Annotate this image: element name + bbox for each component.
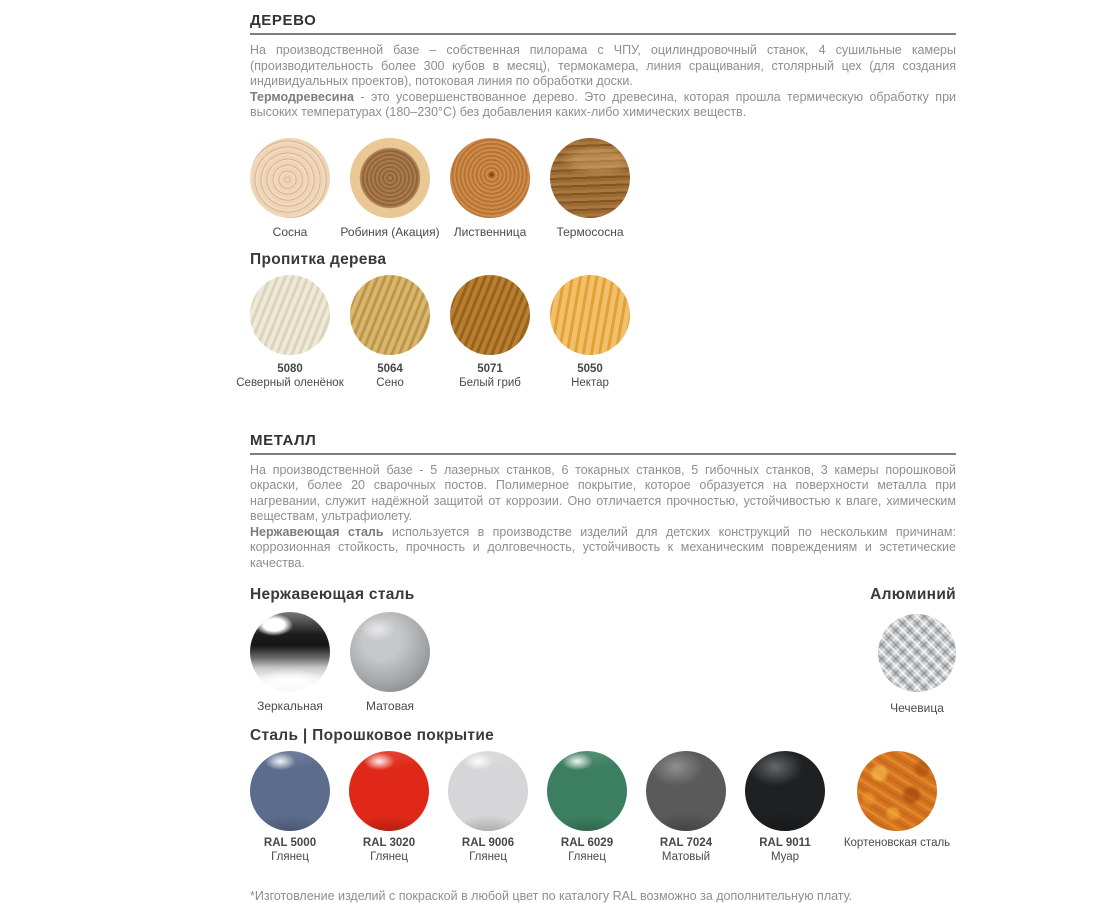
aluminium-swatch-image [878,614,956,692]
powder-swatch-ral9011-code: RAL 9011 [759,837,811,849]
impregnation-swatch-5050-name: Нектар [571,376,609,389]
powder-swatch-ral7024-finish: Матовый [661,851,711,863]
powder-swatch-ral3020-label [333,836,445,864]
powder-swatch-ral9006-finish: Глянец [469,851,507,863]
page-content [236,0,956,903]
impregnation-swatch-5071-label [434,362,546,390]
stainless-swatch-matte [350,612,450,713]
aluminium-swatch-label: Чечевица [890,701,944,715]
wood-section-title: ДЕРЕВО [250,12,317,29]
powder-swatch-ral7024-label [630,836,742,864]
impregnation-swatch-5080-code: 5080 [277,362,303,375]
impregnation-swatch-row [236,275,956,389]
powder-swatch-ral9011-finish: Муар [770,851,800,863]
wood-swatch-sosna-label: Сосна [272,224,308,239]
ral-footnote: *Изготовление изделий с покраской в любой цвет по каталогу RAL возможно за дополнительную плату. [250,889,853,903]
impregnation-swatch-5071-code: 5071 [477,362,503,375]
impregnation-swatch-5080-name: Северный оленёнок [236,376,344,389]
stainless-swatch-mirror [250,612,350,713]
powder-coating-title: Сталь | Порошковое покрытие [250,727,495,744]
wood-swatch-thermopine [550,138,650,239]
powder-swatch-ral9011 [745,751,844,863]
impregnation-swatch-5050-image [550,275,630,355]
powder-swatch-corten-image [857,751,937,831]
aluminium-swatch [878,614,956,715]
impregnation-swatch-5064-code: 5064 [377,362,403,375]
metal-paragraph-2-lead: Нержавеющая сталь [250,524,384,539]
powder-swatch-ral6029-finish: Глянец [568,851,606,863]
wood-swatch-thermopine-label: Термососна [556,224,624,239]
powder-swatch-ral5000-label [234,836,346,864]
wood-paragraph-2 [250,90,956,121]
metal-paragraph-2-rest: используется в производстве изделий для детских конструкций по нескольким причинам: коррозионная стойкость, прочность и долговечность, устойчивость к механическим повреждениям и эстетические качества. [250,524,956,570]
powder-swatch-ral3020-image [349,751,429,831]
wood-paragraph-1: На производственной базе – собственная пилорама с ЧПУ, оцилиндровочный станок, 4 сушильные камеры (производительность более 300 кубов в месяц), термокамера, линия сращивания, столярный цех (для создания индивидуальных проектов), потоковая линия по обработки доски. [250,43,956,88]
powder-swatch-ral3020 [349,751,448,863]
aluminium-group [870,586,956,715]
powder-swatch-corten [843,751,956,849]
wood-paragraph-2-rest: - это усовершенствованное дерево. Это древесина, которая прошла термическую обработку при высоких температурах (180–230°С) без добавления каких-либо химических веществ. [250,89,956,119]
impregnation-swatch-5064-name: Сено [376,376,404,389]
powder-swatch-ral6029-label [531,836,643,864]
impregnation-swatch-5080 [236,275,350,389]
metal-section-title: МЕТАЛЛ [250,431,317,449]
powder-swatch-ral3020-finish: Глянец [370,851,408,863]
powder-swatch-ral9006-label [432,836,544,864]
metal-section [250,420,956,863]
metal-paragraph-2 [250,525,956,572]
stainless-group [250,586,450,713]
powder-swatch-ral3020-code: RAL 3020 [362,837,416,849]
wood-section-text [250,43,956,121]
wood-swatch-sosna [250,138,350,239]
impregnation-swatch-5050-code: 5050 [577,362,603,375]
powder-swatch-ral6029-image [547,751,627,831]
powder-swatch-ral9006 [448,751,547,863]
powder-swatch-ral9006-code: RAL 9006 [461,837,515,849]
metal-section-divider [250,453,956,455]
stainless-swatch-mirror-image [250,612,330,692]
wood-swatch-row [250,138,956,239]
stainless-swatch-matte-image [350,612,430,692]
metal-section-text [250,463,956,572]
impregnation-swatch-5071-name: Белый гриб [459,376,521,389]
impregnation-swatch-5050-label [534,362,646,390]
impregnation-swatch-5080-image [250,275,330,355]
wood-section [236,0,956,389]
metal-paragraph-1: На производственной базе - 5 лазерных станков, 6 токарных станков, 5 гибочных станков, 3 камеры порошковой окраски, более 20 сварочных постов. Полимерное покрытие, которое образуется на поверхности металла при нагревании, служит надёжной защитой от коррозии. Оно отличается прочностью, устойчивостью к влаге, химическим веществам, ультрафиолету. [250,462,956,523]
stainless-aluminium-block [250,586,956,715]
impregnation-swatch-5050 [550,275,650,389]
impregnation-swatch-5064-label [334,362,446,390]
impregnation-swatch-5064-image [350,275,430,355]
wood-swatch-thermopine-image [550,138,630,218]
impregnation-swatch-5071 [450,275,550,389]
powder-swatch-ral5000 [250,751,349,863]
wood-swatch-larch-image [450,138,530,218]
impregnation-swatch-5080-label [234,362,346,390]
powder-swatch-ral9011-label [729,836,841,864]
powder-swatch-ral7024 [646,751,745,863]
stainless-title: Нержавеющая сталь [250,586,415,603]
impregnation-swatch-5071-image [450,275,530,355]
powder-swatch-ral9006-image [448,751,528,831]
wood-swatch-larch-label: Лиственница [453,224,527,239]
powder-swatch-ral9011-image [745,751,825,831]
aluminium-title: Алюминий [870,586,956,603]
stainless-swatch-row [250,612,450,713]
wood-swatch-sosna-image [250,138,330,218]
impregnation-title: Пропитка дерева [250,250,387,268]
wood-swatch-larch [450,138,550,239]
powder-swatch-ral5000-image [250,751,330,831]
impregnation-swatch-5064 [350,275,450,389]
powder-swatch-ral5000-finish: Глянец [271,851,309,863]
stainless-swatch-matte-label: Матовая [366,699,414,713]
wood-swatch-robinia [340,138,450,239]
powder-swatch-corten-label: Кортеновская сталь [843,837,951,849]
wood-swatch-robinia-image [350,138,430,218]
powder-swatch-ral7024-image [646,751,726,831]
powder-swatch-ral7024-code: RAL 7024 [659,837,713,849]
wood-section-divider [250,33,956,35]
stainless-swatch-mirror-label: Зеркальная [257,699,323,713]
powder-swatch-ral6029-code: RAL 6029 [560,837,614,849]
wood-paragraph-2-lead: Термодревесина [250,89,354,104]
wood-swatch-robinia-label: Робиния (Акация) [340,224,440,239]
powder-swatch-ral5000-code: RAL 5000 [263,837,317,849]
powder-swatch-row [250,751,956,863]
powder-swatch-ral6029 [547,751,646,863]
